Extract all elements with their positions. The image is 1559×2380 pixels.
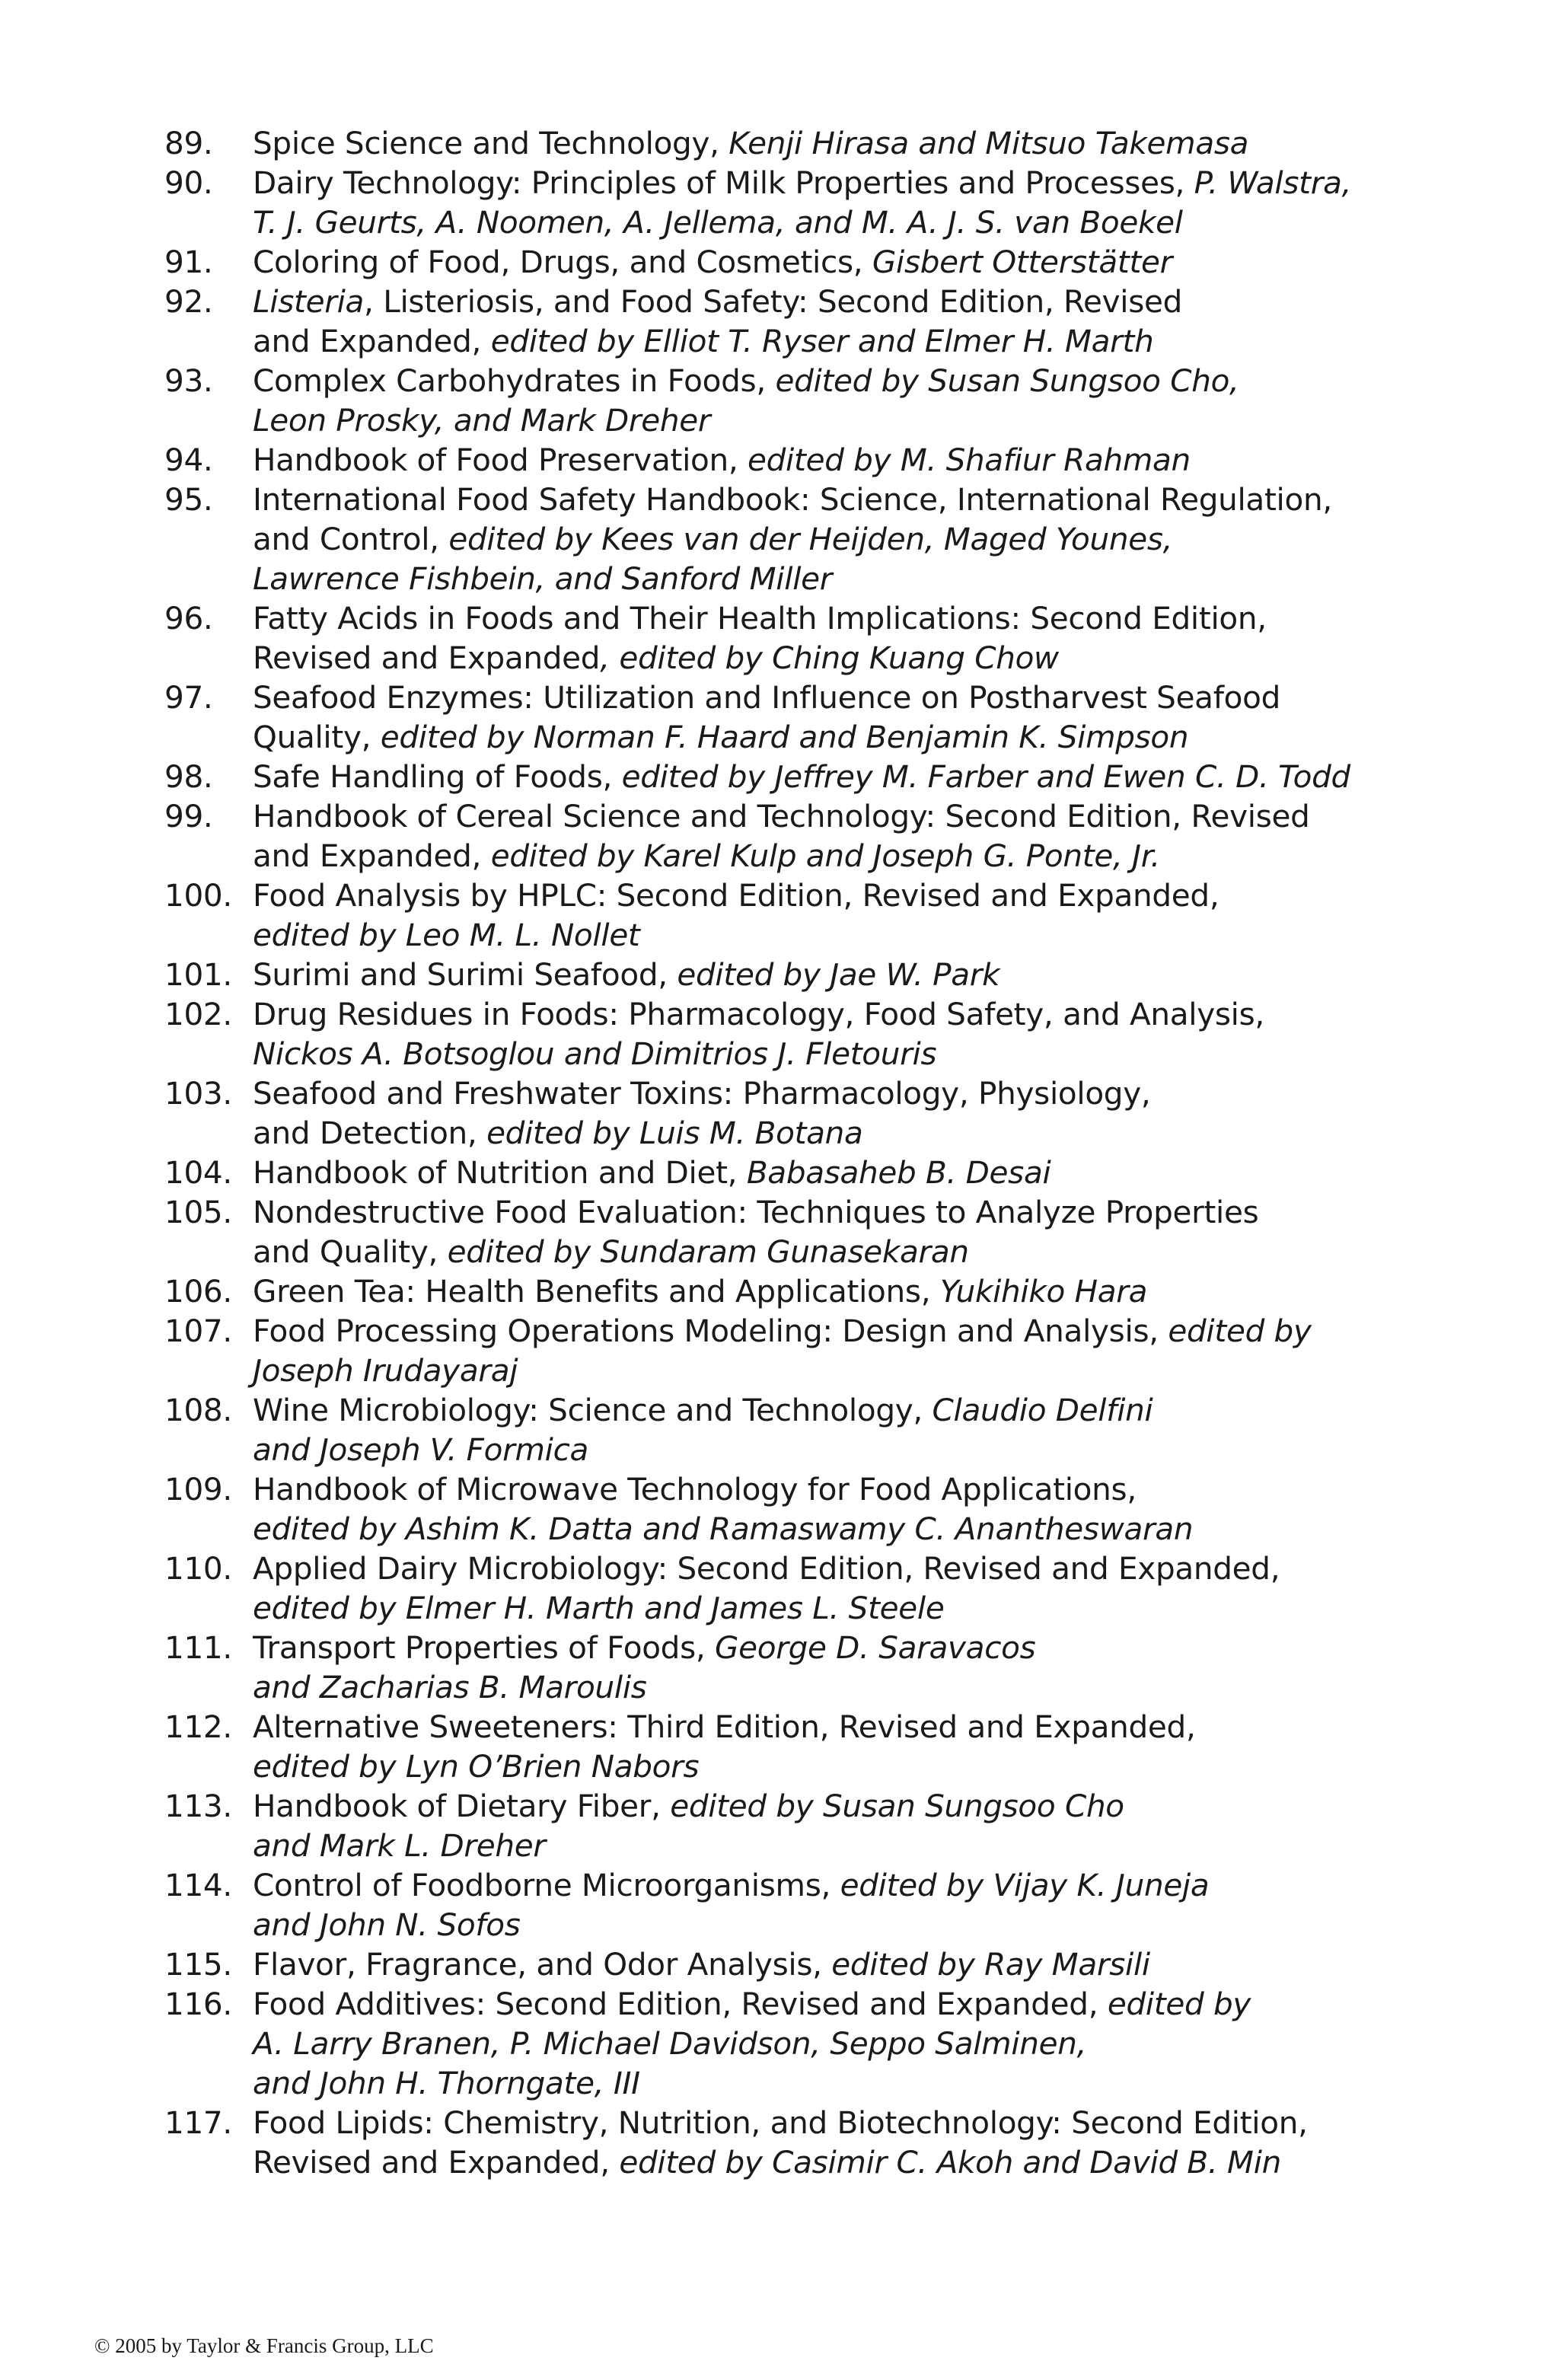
entry-number: 90. xyxy=(164,164,213,201)
entry-authors: Nickos A. Botsoglou and Dimitrios J. Fletouris xyxy=(253,1035,937,1072)
entry-title: Applied Dairy Microbiology: Second Edition, Revised and Expanded, xyxy=(253,1550,1280,1587)
entry-authors: Gisbert Otterstätter xyxy=(872,244,1173,280)
entry-text xyxy=(253,678,1413,757)
entry-authors: , edited by Ching Kuang Chow xyxy=(600,640,1059,676)
entry-authors: edited by M. Shafiur Rahman xyxy=(748,442,1191,478)
list-item xyxy=(164,2103,1413,2182)
entry-text xyxy=(253,1311,1413,1390)
entry-text xyxy=(253,1153,1413,1192)
entry-authors: George D. Saravacos and Zacharias B. Maroulis xyxy=(253,1629,1036,1705)
list-item xyxy=(164,1945,1413,1984)
list-item xyxy=(164,361,1413,440)
entry-title: Alternative Sweeteners: Third Edition, Revised and Expanded, xyxy=(253,1708,1196,1745)
entry-title: Food Analysis by HPLC: Second Edition, Revised and Expanded, xyxy=(253,877,1219,914)
entry-text xyxy=(253,1390,1413,1469)
entry-title: Spice Science and Technology, xyxy=(253,125,729,161)
entry-text xyxy=(253,1549,1413,1628)
list-item xyxy=(164,282,1413,361)
entry-text xyxy=(253,480,1413,598)
list-item xyxy=(164,1786,1413,1865)
entry-title: Dairy Technology: Principles of Milk Properties and Processes, xyxy=(253,164,1194,201)
list-item xyxy=(164,1984,1413,2103)
entry-number: 96. xyxy=(164,600,213,636)
entry-title: Nondestructive Food Evaluation: Techniques to Analyze Properties and Quality, xyxy=(253,1194,1259,1270)
entry-title: Seafood and Freshwater Toxins: Pharmacology, Physiology, and Detection, xyxy=(253,1075,1151,1151)
entry-authors: edited by Vijay K. Juneja and John N. Sofos xyxy=(253,1867,1210,1943)
list-item xyxy=(164,1549,1413,1628)
list-item xyxy=(164,163,1413,242)
entry-title: , Listeriosis, and Food Safety: Second Edition, Revised and Expanded, xyxy=(253,283,1183,359)
list-item xyxy=(164,1469,1413,1549)
entry-title: International Food Safety Handbook: Science, International Regulation, and Control, xyxy=(253,481,1332,557)
entry-number: 92. xyxy=(164,283,213,320)
entry-title: Food Additives: Second Edition, Revised and Expanded, xyxy=(253,1986,1108,2022)
entry-number: 104. xyxy=(164,1154,232,1191)
list-item xyxy=(164,1707,1413,1786)
entry-title: Coloring of Food, Drugs, and Cosmetics, xyxy=(253,244,872,280)
entry-number: 91. xyxy=(164,244,213,280)
list-item xyxy=(164,242,1413,282)
entry-text xyxy=(253,242,1413,282)
list-item xyxy=(164,1271,1413,1311)
entry-number: 114. xyxy=(164,1867,232,1903)
entry-text xyxy=(253,2103,1413,2182)
entry-number: 117. xyxy=(164,2104,232,2141)
list-item xyxy=(164,1311,1413,1390)
entry-title: Complex Carbohydrates in Foods, xyxy=(253,362,776,399)
list-item xyxy=(164,796,1413,876)
entry-text xyxy=(253,123,1413,163)
entry-title: Handbook of Dietary Fiber, xyxy=(253,1788,671,1824)
entry-text xyxy=(253,1707,1413,1786)
entry-authors: edited by Karel Kulp and Joseph G. Ponte, Jr. xyxy=(490,837,1160,874)
entry-number: 97. xyxy=(164,679,213,716)
entry-authors: Claudio Delfini and Joseph V. Formica xyxy=(253,1392,1153,1468)
entry-title: Handbook of Cereal Science and Technology: Second Edition, Revised and Expanded, xyxy=(253,798,1310,874)
entry-number: 100. xyxy=(164,877,232,914)
entry-text xyxy=(253,876,1413,955)
entry-text xyxy=(253,1628,1413,1707)
entry-text xyxy=(253,994,1413,1074)
entry-number: 93. xyxy=(164,362,213,399)
entry-text xyxy=(253,361,1413,440)
entry-authors: edited by Ray Marsili xyxy=(831,1946,1150,1983)
entry-number: 110. xyxy=(164,1550,232,1587)
entry-text xyxy=(253,1192,1413,1271)
list-item xyxy=(164,876,1413,955)
entry-number: 95. xyxy=(164,481,213,518)
entry-text xyxy=(253,1271,1413,1311)
entry-text xyxy=(253,1984,1413,2103)
entry-text xyxy=(253,598,1413,678)
entry-title: Safe Handling of Foods, xyxy=(253,758,622,795)
entry-number: 103. xyxy=(164,1075,232,1112)
entry-number: 98. xyxy=(164,758,213,795)
entry-text xyxy=(253,1786,1413,1865)
entry-number: 115. xyxy=(164,1946,232,1983)
entry-authors: edited by Jeffrey M. Farber and Ewen C. D. Todd xyxy=(621,758,1350,795)
list-item xyxy=(164,1192,1413,1271)
entry-title: Transport Properties of Foods, xyxy=(253,1629,716,1666)
entry-title: Handbook of Microwave Technology for Food Applications, xyxy=(253,1471,1137,1507)
entry-number: 112. xyxy=(164,1708,232,1745)
entry-authors: Yukihiko Hara xyxy=(939,1273,1148,1310)
entry-title: Handbook of Food Preservation, xyxy=(253,442,748,478)
entry-authors: edited by Kees van der Heijden, Maged Younes, Lawrence Fishbein, and Sanford Miller xyxy=(253,521,1173,597)
entry-text xyxy=(253,1074,1413,1153)
entry-authors: edited by Norman F. Haard and Benjamin K. Simpson xyxy=(380,719,1189,755)
copyright-notice: © 2005 by Taylor & Francis Group, LLC xyxy=(94,2334,434,2357)
entry-text xyxy=(253,1469,1413,1549)
entry-authors: edited by Susan Sungsoo Cho and Mark L. Dreher xyxy=(253,1788,1124,1864)
entry-authors: edited by Lyn O’Brien Nabors xyxy=(253,1748,700,1785)
list-item xyxy=(164,678,1413,757)
entry-title: Control of Foodborne Microorganisms, xyxy=(253,1867,840,1903)
entry-number: 106. xyxy=(164,1273,232,1310)
entry-authors: edited by A. Larry Branen, P. Michael Davidson, Seppo Salminen, and John H. Thorngate, III xyxy=(253,1986,1251,2101)
entry-authors: edited by Jae W. Park xyxy=(677,956,1000,993)
entry-authors: edited by Joseph Irudayaraj xyxy=(253,1313,1312,1389)
entry-text xyxy=(253,282,1413,361)
list-item xyxy=(164,440,1413,480)
list-item xyxy=(164,123,1413,163)
entry-text xyxy=(253,796,1413,876)
entry-number: 102. xyxy=(164,996,232,1032)
list-item xyxy=(164,1390,1413,1469)
entry-authors: Listeria xyxy=(253,283,365,320)
entry-authors: edited by Sundaram Gunasekaran xyxy=(447,1233,969,1270)
entry-number: 109. xyxy=(164,1471,232,1507)
entry-title: Seafood Enzymes: Utilization and Influence on Postharvest Seafood Quality, xyxy=(253,679,1281,755)
list-item xyxy=(164,1153,1413,1192)
entry-number: 111. xyxy=(164,1629,232,1666)
entry-authors: Babasaheb B. Desai xyxy=(746,1154,1051,1191)
entry-number: 105. xyxy=(164,1194,232,1230)
entry-authors: edited by Luis M. Botana xyxy=(486,1115,863,1151)
entry-text xyxy=(253,955,1413,994)
entry-authors: edited by Elmer H. Marth and James L. Steele xyxy=(253,1590,945,1626)
entry-text xyxy=(253,440,1413,480)
entry-authors: edited by Ashim K. Datta and Ramaswamy C. Anantheswaran xyxy=(253,1511,1194,1547)
entry-number: 107. xyxy=(164,1313,232,1349)
list-item xyxy=(164,480,1413,598)
entry-authors: edited by Susan Sungsoo Cho, Leon Prosky, and Mark Dreher xyxy=(253,362,1239,439)
entry-title: Green Tea: Health Benefits and Applications, xyxy=(253,1273,940,1310)
book-series-list xyxy=(164,123,1413,2182)
entry-number: 101. xyxy=(164,956,232,993)
entry-title: Flavor, Fragrance, and Odor Analysis, xyxy=(253,1946,832,1983)
entry-number: 116. xyxy=(164,1986,232,2022)
entry-title: Food Processing Operations Modeling: Design and Analysis, xyxy=(253,1313,1168,1349)
entry-authors: edited by Leo M. L. Nollet xyxy=(253,917,640,953)
list-item xyxy=(164,1628,1413,1707)
entry-number: 89. xyxy=(164,125,213,161)
entry-number: 108. xyxy=(164,1392,232,1428)
entry-text xyxy=(253,1945,1413,1984)
entry-number: 94. xyxy=(164,442,213,478)
entry-authors: edited by Elliot T. Ryser and Elmer H. Marth xyxy=(490,323,1154,359)
entry-title: Surimi and Surimi Seafood, xyxy=(253,956,677,993)
entry-authors: edited by Casimir C. Akoh and David B. Min xyxy=(619,2144,1282,2181)
list-item xyxy=(164,598,1413,678)
entry-title: Fatty Acids in Foods and Their Health Implications: Second Edition, Revised and Expanded xyxy=(253,600,1267,676)
list-item xyxy=(164,757,1413,796)
entry-title: Food Lipids: Chemistry, Nutrition, and Biotechnology: Second Edition, Revised and Expanded, xyxy=(253,2104,1308,2181)
list-item xyxy=(164,994,1413,1074)
entry-number: 99. xyxy=(164,798,213,834)
entry-text xyxy=(253,1865,1413,1945)
entry-authors: P. Walstra, T. J. Geurts, A. Noomen, A. Jellema, and M. A. J. S. van Boekel xyxy=(253,164,1352,241)
list-item xyxy=(164,1865,1413,1945)
list-item xyxy=(164,955,1413,994)
entry-title: Handbook of Nutrition and Diet, xyxy=(253,1154,747,1191)
entry-title: Drug Residues in Foods: Pharmacology, Food Safety, and Analysis, xyxy=(253,996,1264,1032)
entry-title: Wine Microbiology: Science and Technology, xyxy=(253,1392,933,1428)
list-item xyxy=(164,1074,1413,1153)
entry-text xyxy=(253,757,1413,796)
entry-text xyxy=(253,163,1413,242)
entry-authors: Kenji Hirasa and Mitsuo Takemasa xyxy=(728,125,1249,161)
entry-number: 113. xyxy=(164,1788,232,1824)
